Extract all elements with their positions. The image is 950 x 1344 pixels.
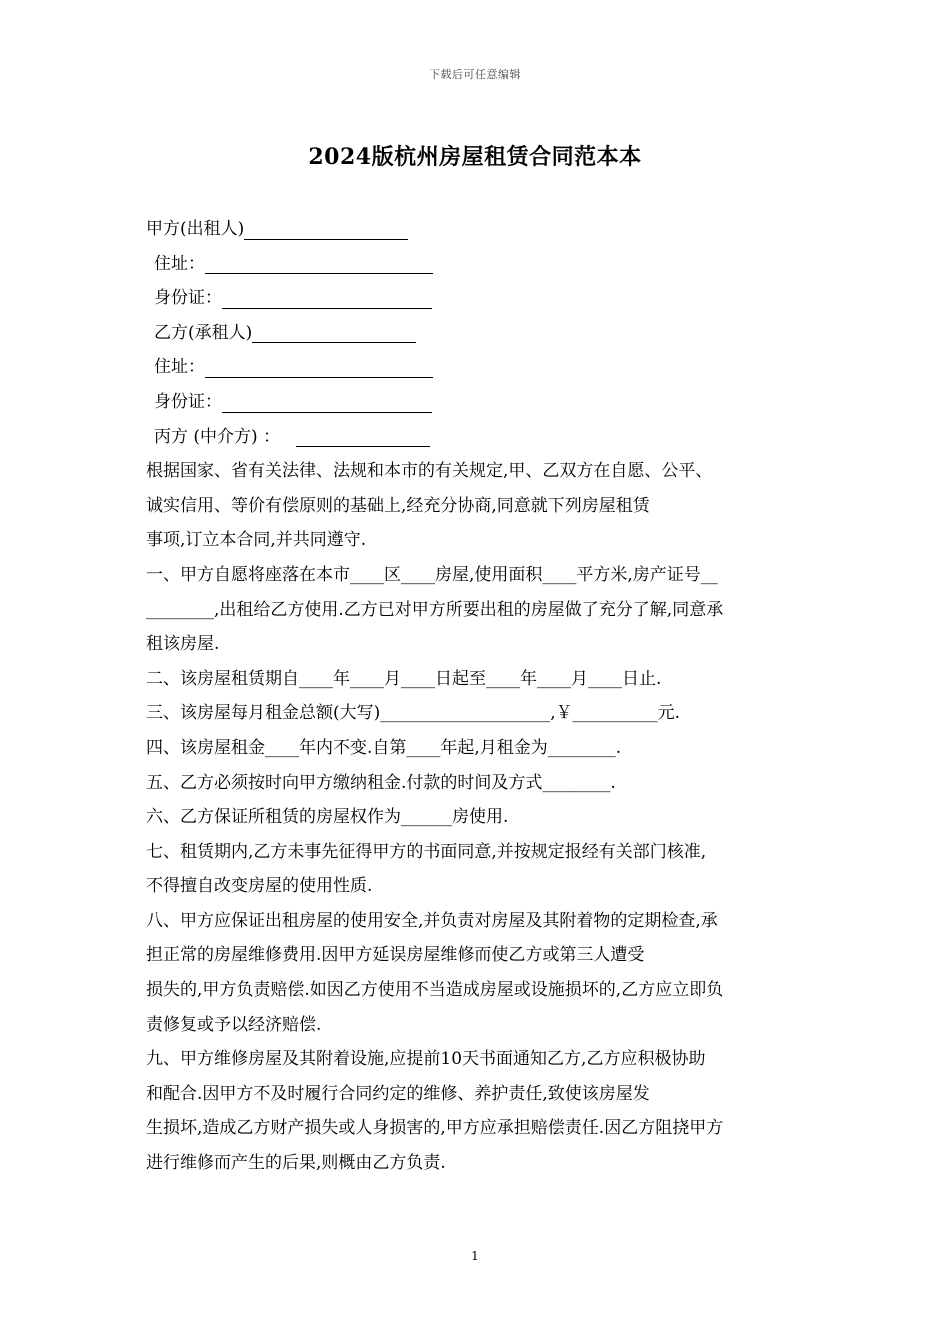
- party-b-id-blank: [222, 390, 432, 413]
- party-a-address-blank: [205, 251, 433, 274]
- clause-8-line: 担正常的房屋维修费用.因甲方延误房屋维修而使乙方或第三人遭受: [146, 945, 645, 966]
- document-title: 2024版杭州房屋租赁合同范本本: [308, 144, 642, 170]
- paragraph-line: 事项,订立本合同,并共同遵守.: [146, 530, 367, 551]
- party-b-blank: [252, 320, 416, 343]
- party-a-address-line: [146, 247, 814, 282]
- party-a-label: 甲方(出租人): [146, 219, 245, 239]
- clause-8-line: 八、甲方应保证出租房屋的使用安全,并负责对房屋及其附着物的定期检查,承: [146, 910, 718, 931]
- party-c-label: 丙方 (中介方) ：: [154, 426, 281, 447]
- clause-6-line: 六、乙方保证所租赁的房屋权作为______房使用.: [146, 807, 509, 828]
- party-a-id-line: [146, 281, 814, 316]
- header-note: 下载后可任意编辑: [429, 68, 521, 81]
- clause-5-line: 五、乙方必须按时向甲方缴纳租金.付款的时间及方式________.: [146, 772, 616, 793]
- clause-8-line: 损失的,甲方负责赔偿.如因乙方使用不当造成房屋或设施损坏的,乙方应立即负: [146, 980, 724, 1001]
- page-number: 1: [471, 1249, 479, 1263]
- clause-2-line: 二、该房屋租赁期自____年____月____日起至____年____月____日止.: [146, 668, 662, 689]
- paragraph-line: 根据国家、省有关法律、法规和本市的有关规定,甲、乙双方在自愿、公平、: [146, 461, 713, 482]
- clause-9-line: 生损坏,造成乙方财产损失或人身损害的,甲方应承担赔偿责任.因乙方阻挠甲方: [146, 1118, 724, 1139]
- party-a-address-label: 住址：: [154, 253, 205, 274]
- clause-9-line: 九、甲方维修房屋及其附着设施,应提前10天书面通知乙方,乙方应积极协助: [146, 1049, 706, 1070]
- party-a-id-blank: [222, 286, 432, 309]
- party-a-id-label: 身份证：: [154, 288, 222, 309]
- clause-7-line: 不得擅自改变房屋的使用性质.: [146, 876, 373, 897]
- party-b-address-label: 住址：: [154, 357, 205, 378]
- clause-1-line: 一、甲方自愿将座落在本市____区____房屋,使用面积____平方米,房产证号__: [146, 564, 718, 585]
- party-c-line: [146, 420, 814, 455]
- clause-3-line: 三、该房屋每月租金总额(大写)____________________,￥__________元.: [146, 703, 681, 724]
- party-b-label: 乙方(承租人): [154, 322, 253, 343]
- contract-body: [146, 212, 814, 1181]
- clause-1-line: ________,出租给乙方使用.乙方已对甲方所要出租的房屋做了充分了解,同意承: [146, 599, 724, 620]
- clause-7-line: 七、租赁期内,乙方未事先征得甲方的书面同意,并按规定报经有关部门核准,: [146, 841, 707, 862]
- paragraph-line: 诚实信用、等价有偿原则的基础上,经充分协商,同意就下列房屋租赁: [146, 495, 650, 516]
- party-b-address-blank: [205, 355, 433, 378]
- party-c-blank: [296, 424, 430, 447]
- clause-1-line: 租该房屋.: [146, 634, 220, 655]
- clause-8-line: 责修复或予以经济赔偿.: [146, 1014, 322, 1035]
- party-b-id-label: 身份证：: [154, 391, 222, 412]
- party-b-address-line: [146, 350, 814, 385]
- clause-9-line: 进行维修而产生的后果,则概由乙方负责.: [146, 1153, 446, 1174]
- party-b-line: [146, 316, 814, 351]
- clause-9-line: 和配合.因甲方不及时履行合同约定的维修、养护责任,致使该房屋发: [146, 1083, 650, 1104]
- party-a-blank: [244, 217, 408, 240]
- party-a-line: [146, 212, 814, 247]
- clause-4-line: 四、该房屋租金____年内不变.自第____年起,月租金为________.: [146, 737, 622, 758]
- party-b-id-line: [146, 385, 814, 420]
